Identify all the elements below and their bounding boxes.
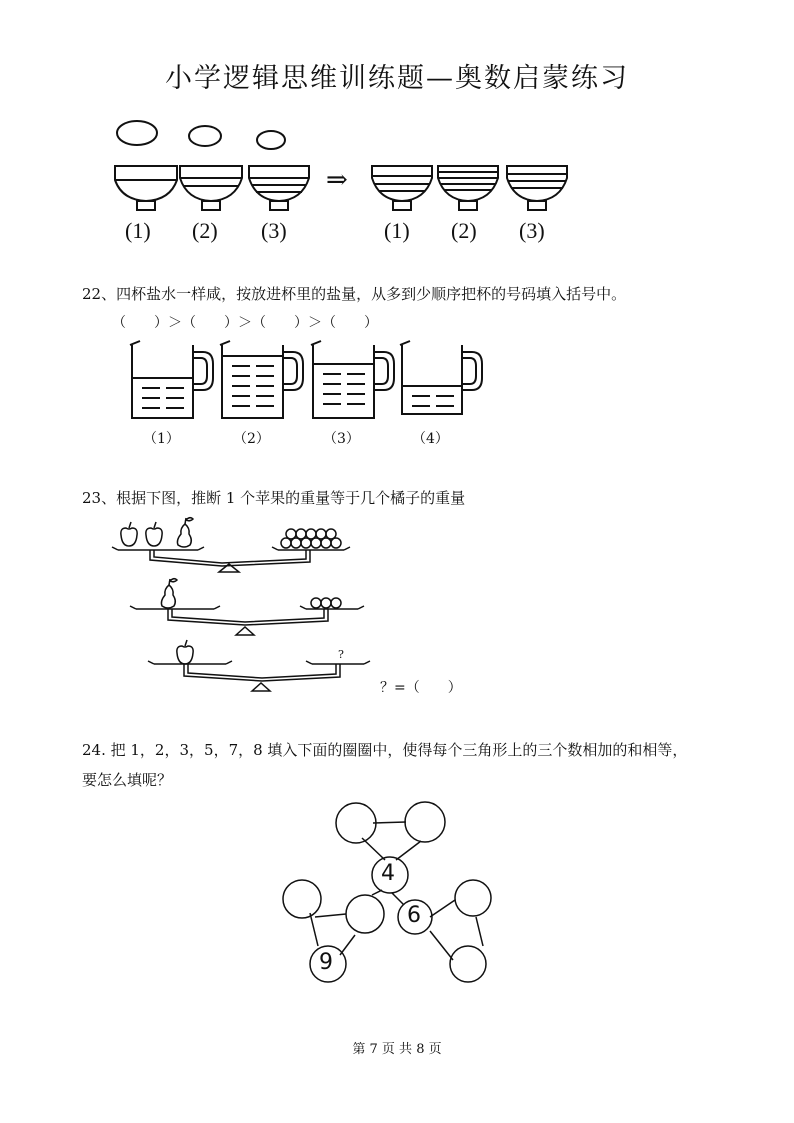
- page-footer: 第 7 页 共 8 页: [352, 1042, 442, 1057]
- puzzle-circle-left: [283, 880, 321, 918]
- q22-answer-line[interactable]: （ ）＞（ ）＞（ ）＞（ ）: [112, 315, 378, 331]
- cup-label-3: （3）: [323, 431, 360, 447]
- q23-text: 23、根据下图，推断 1 个苹果的重量等于几个橘子的重量: [82, 489, 466, 507]
- puzzle-number-9: 9: [319, 950, 333, 975]
- bowl-right-label-2: (2): [451, 218, 477, 243]
- bowl-arrow: ⇒: [326, 165, 348, 194]
- puzzle-circle-right: [455, 880, 491, 916]
- cup-label-1: （1）: [143, 431, 180, 447]
- bowl-right-label-1: (1): [384, 218, 410, 243]
- bowl-left-label-3: (3): [261, 218, 287, 243]
- cup-label-2: （2）: [233, 431, 270, 447]
- puzzle-circle-bottom-right: [450, 946, 486, 982]
- cup-label-4: （4）: [412, 431, 449, 447]
- puzzle-circle-top-right: [405, 802, 445, 842]
- scale-3-unknown: ?: [338, 648, 344, 661]
- bowl-left-label-1: (1): [125, 218, 151, 243]
- q24-text-line2: 要怎么填呢？: [82, 771, 173, 789]
- puzzle-circle-center-left: [346, 895, 384, 933]
- puzzle-circle-top-left: [336, 803, 376, 843]
- page-title: 小学逻辑思维训练题—奥数启蒙练习: [165, 63, 629, 94]
- puzzle-number-6: 6: [407, 903, 421, 928]
- bowl-left-label-2: (2): [192, 218, 218, 243]
- q22-text: 22、四杯盐水一样咸，按放进杯里的盐量，从多到少顺序把杯的号码填入括号中。: [82, 285, 627, 303]
- q23-answer[interactable]: ？=（ ）: [380, 680, 462, 696]
- puzzle-number-4: 4: [381, 861, 395, 886]
- q24-text-line1: 24. 把 1，2，3，5，7，8 填入下面的圈圈中，使得每个三角形上的三个数相加的和相等，: [82, 741, 688, 759]
- bowl-right-label-3: (3): [519, 218, 545, 243]
